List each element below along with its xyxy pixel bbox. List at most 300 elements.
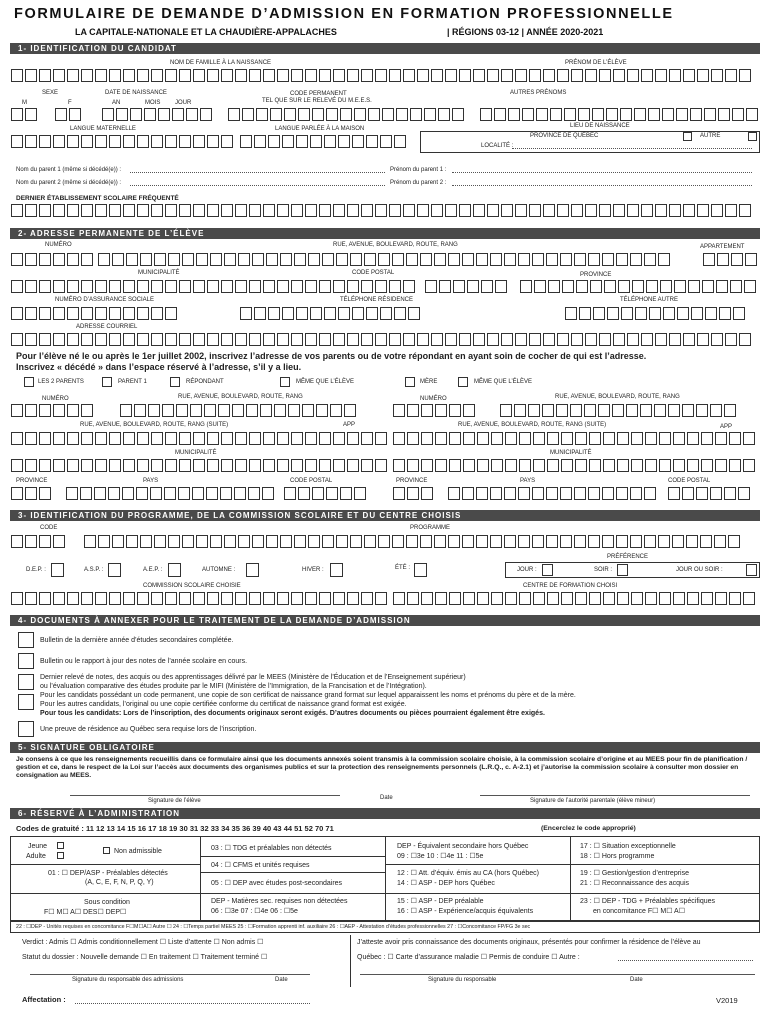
char-box[interactable] (39, 333, 51, 346)
char-box[interactable] (487, 69, 499, 82)
char-box[interactable] (137, 592, 149, 605)
char-box[interactable] (179, 459, 191, 472)
char-box[interactable] (504, 487, 516, 500)
char-box[interactable] (674, 280, 686, 293)
char-box[interactable] (277, 280, 289, 293)
char-box[interactable] (319, 333, 331, 346)
char-box[interactable] (193, 459, 205, 472)
char-box[interactable] (477, 592, 489, 605)
char-box[interactable] (431, 204, 443, 217)
char-box[interactable] (305, 592, 317, 605)
char-box[interactable] (266, 535, 278, 548)
code-19[interactable]: 19 : ☐ Gestion/gestion d’entreprise (580, 870, 690, 877)
char-box[interactable] (67, 333, 79, 346)
char-box[interactable] (305, 432, 317, 445)
code-16[interactable]: 16 : ☐ ASP - Expérience/acquis équivalents (397, 908, 534, 915)
char-box[interactable] (336, 535, 348, 548)
char-box[interactable] (193, 204, 205, 217)
char-box[interactable] (634, 108, 646, 121)
char-box[interactable] (277, 204, 289, 217)
char-box[interactable] (165, 280, 177, 293)
char-box[interactable] (501, 204, 513, 217)
char-box[interactable] (394, 307, 406, 320)
char-box[interactable] (319, 592, 331, 605)
char-box[interactable] (347, 280, 359, 293)
char-box[interactable] (148, 404, 160, 417)
char-box[interactable] (67, 253, 79, 266)
char-box[interactable] (617, 459, 629, 472)
char-box[interactable] (711, 333, 723, 346)
char-box[interactable] (644, 487, 656, 500)
pays-right-boxes[interactable] (448, 487, 658, 500)
char-box[interactable] (137, 280, 149, 293)
char-box[interactable] (193, 280, 205, 293)
char-box[interactable] (617, 592, 629, 605)
char-box[interactable] (621, 307, 633, 320)
signature-eleve-line[interactable] (70, 795, 340, 796)
char-box[interactable] (620, 108, 632, 121)
adulte-checkbox[interactable] (57, 852, 64, 859)
char-box[interactable] (240, 307, 252, 320)
char-box[interactable] (710, 404, 722, 417)
char-box[interactable] (347, 432, 359, 445)
char-box[interactable] (550, 108, 562, 121)
char-box[interactable] (109, 307, 121, 320)
char-box[interactable] (417, 69, 429, 82)
char-box[interactable] (123, 280, 135, 293)
char-box[interactable] (361, 204, 373, 217)
char-box[interactable] (491, 459, 503, 472)
char-box[interactable] (116, 108, 128, 121)
char-box[interactable] (687, 459, 699, 472)
char-box[interactable] (179, 204, 191, 217)
char-box[interactable] (53, 432, 65, 445)
char-box[interactable] (333, 204, 345, 217)
char-box[interactable] (366, 307, 378, 320)
char-box[interactable] (599, 333, 611, 346)
sig-resp-adm-line[interactable] (30, 974, 310, 975)
char-box[interactable] (366, 135, 378, 148)
char-box[interactable] (151, 432, 163, 445)
char-box[interactable] (682, 487, 694, 500)
numero-left-boxes[interactable] (11, 404, 95, 417)
char-box[interactable] (375, 592, 387, 605)
char-box[interactable] (518, 253, 530, 266)
char-box[interactable] (598, 404, 610, 417)
char-box[interactable] (158, 108, 170, 121)
char-box[interactable] (691, 307, 703, 320)
char-box[interactable] (238, 535, 250, 548)
char-box[interactable] (477, 432, 489, 445)
char-box[interactable] (406, 253, 418, 266)
doc1-checkbox[interactable] (18, 632, 34, 648)
dernier-etablissement-boxes[interactable] (11, 204, 753, 217)
code-15[interactable]: 15 : ☐ ASP - DEP préalable (397, 898, 484, 905)
char-box[interactable] (249, 432, 261, 445)
char-box[interactable] (122, 487, 134, 500)
char-box[interactable] (435, 404, 447, 417)
char-box[interactable] (448, 535, 460, 548)
prenom-parent1-field[interactable] (452, 172, 752, 173)
char-box[interactable] (644, 253, 656, 266)
char-box[interactable] (134, 404, 146, 417)
pays-left-boxes[interactable] (66, 487, 276, 500)
char-box[interactable] (361, 69, 373, 82)
char-box[interactable] (179, 280, 191, 293)
char-box[interactable] (81, 253, 93, 266)
char-box[interactable] (95, 333, 107, 346)
char-box[interactable] (378, 535, 390, 548)
char-box[interactable] (296, 307, 308, 320)
char-box[interactable] (452, 108, 464, 121)
char-box[interactable] (344, 404, 356, 417)
char-box[interactable] (606, 108, 618, 121)
char-box[interactable] (536, 108, 548, 121)
char-box[interactable] (659, 592, 671, 605)
char-box[interactable] (508, 108, 520, 121)
char-box[interactable] (462, 535, 474, 548)
opt-2parents-checkbox[interactable] (24, 377, 34, 387)
char-box[interactable] (445, 204, 457, 217)
char-box[interactable] (448, 253, 460, 266)
char-box[interactable] (557, 204, 569, 217)
char-box[interactable] (294, 535, 306, 548)
char-box[interactable] (102, 108, 114, 121)
char-box[interactable] (277, 459, 289, 472)
char-box[interactable] (249, 592, 261, 605)
char-box[interactable] (67, 404, 79, 417)
char-box[interactable] (631, 459, 643, 472)
char-box[interactable] (254, 135, 266, 148)
char-box[interactable] (515, 333, 527, 346)
char-box[interactable] (81, 459, 93, 472)
char-box[interactable] (221, 204, 233, 217)
char-box[interactable] (11, 307, 23, 320)
char-box[interactable] (53, 69, 65, 82)
char-box[interactable] (655, 333, 667, 346)
char-box[interactable] (162, 404, 174, 417)
char-box[interactable] (11, 535, 23, 548)
char-box[interactable] (683, 69, 695, 82)
char-box[interactable] (109, 432, 121, 445)
char-box[interactable] (505, 459, 517, 472)
char-box[interactable] (81, 69, 93, 82)
char-box[interactable] (462, 487, 474, 500)
char-box[interactable] (11, 135, 23, 148)
char-box[interactable] (710, 487, 722, 500)
char-box[interactable] (240, 135, 252, 148)
char-box[interactable] (491, 592, 503, 605)
char-box[interactable] (333, 592, 345, 605)
char-box[interactable] (519, 432, 531, 445)
char-box[interactable] (67, 204, 79, 217)
char-box[interactable] (81, 592, 93, 605)
char-box[interactable] (347, 459, 359, 472)
code-12[interactable]: 12 : ☐ Att. d’équiv. émis au CA (hors Québec) (397, 870, 539, 877)
char-box[interactable] (604, 280, 616, 293)
char-box[interactable] (368, 108, 380, 121)
char-box[interactable] (204, 404, 216, 417)
char-box[interactable] (256, 108, 268, 121)
char-box[interactable] (224, 253, 236, 266)
char-box[interactable] (262, 487, 274, 500)
char-box[interactable] (347, 333, 359, 346)
char-box[interactable] (571, 204, 583, 217)
char-box[interactable] (403, 280, 415, 293)
char-box[interactable] (39, 535, 51, 548)
char-box[interactable] (505, 592, 517, 605)
char-box[interactable] (592, 108, 604, 121)
appartement-boxes[interactable] (703, 253, 759, 266)
char-box[interactable] (380, 307, 392, 320)
char-box[interactable] (361, 432, 373, 445)
char-box[interactable] (613, 69, 625, 82)
char-box[interactable] (235, 69, 247, 82)
char-box[interactable] (305, 69, 317, 82)
char-box[interactable] (280, 253, 292, 266)
char-box[interactable] (305, 333, 317, 346)
char-box[interactable] (613, 204, 625, 217)
pref-jour-soir-box[interactable] (746, 564, 757, 576)
char-box[interactable] (126, 535, 138, 548)
char-box[interactable] (25, 253, 37, 266)
char-box[interactable] (140, 535, 152, 548)
char-box[interactable] (715, 432, 727, 445)
char-box[interactable] (291, 280, 303, 293)
char-box[interactable] (252, 535, 264, 548)
char-box[interactable] (673, 459, 685, 472)
char-box[interactable] (109, 204, 121, 217)
char-box[interactable] (112, 253, 124, 266)
non-admissible-checkbox[interactable] (103, 847, 110, 854)
char-box[interactable] (39, 135, 51, 148)
char-box[interactable] (403, 204, 415, 217)
code-05[interactable]: 05 : ☐ DEP avec études post-secondaires (211, 880, 343, 887)
char-box[interactable] (165, 69, 177, 82)
char-box[interactable] (431, 69, 443, 82)
tel-autre-boxes[interactable] (565, 307, 747, 320)
char-box[interactable] (533, 459, 545, 472)
char-box[interactable] (151, 307, 163, 320)
char-box[interactable] (81, 404, 93, 417)
char-box[interactable] (123, 135, 135, 148)
char-box[interactable] (81, 333, 93, 346)
char-box[interactable] (700, 535, 712, 548)
char-box[interactable] (210, 535, 222, 548)
char-box[interactable] (375, 280, 387, 293)
char-box[interactable] (123, 592, 135, 605)
char-box[interactable] (263, 333, 275, 346)
char-box[interactable] (403, 333, 415, 346)
char-box[interactable] (673, 432, 685, 445)
char-box[interactable] (291, 204, 303, 217)
char-box[interactable] (361, 592, 373, 605)
char-box[interactable] (561, 592, 573, 605)
char-box[interactable] (407, 404, 419, 417)
hiver-box[interactable] (330, 563, 343, 577)
char-box[interactable] (557, 333, 569, 346)
char-box[interactable] (179, 333, 191, 346)
char-box[interactable] (743, 592, 755, 605)
doc5-checkbox[interactable] (18, 721, 34, 737)
char-box[interactable] (529, 333, 541, 346)
localite-field[interactable] (512, 148, 752, 149)
sexe-m-box[interactable] (11, 108, 39, 121)
char-box[interactable] (232, 404, 244, 417)
char-box[interactable] (179, 432, 191, 445)
pref-jour-box[interactable] (542, 564, 553, 576)
char-box[interactable] (655, 204, 667, 217)
char-box[interactable] (459, 333, 471, 346)
centre-formation-boxes[interactable] (393, 592, 757, 605)
char-box[interactable] (352, 307, 364, 320)
char-box[interactable] (420, 253, 432, 266)
char-box[interactable] (291, 459, 303, 472)
char-box[interactable] (165, 459, 177, 472)
char-box[interactable] (533, 592, 545, 605)
char-box[interactable] (277, 333, 289, 346)
char-box[interactable] (95, 204, 107, 217)
char-box[interactable] (730, 280, 742, 293)
char-box[interactable] (631, 592, 643, 605)
char-box[interactable] (165, 204, 177, 217)
char-box[interactable] (123, 333, 135, 346)
char-box[interactable] (435, 592, 447, 605)
char-box[interactable] (282, 135, 294, 148)
prenom-parent2-field[interactable] (452, 185, 752, 186)
char-box[interactable] (220, 487, 232, 500)
char-box[interactable] (627, 69, 639, 82)
char-box[interactable] (53, 253, 65, 266)
automne-box[interactable] (246, 563, 259, 577)
char-box[interactable] (39, 432, 51, 445)
char-box[interactable] (274, 404, 286, 417)
char-box[interactable] (574, 253, 586, 266)
char-box[interactable] (733, 307, 745, 320)
char-box[interactable] (260, 404, 272, 417)
char-box[interactable] (438, 108, 450, 121)
char-box[interactable] (95, 280, 107, 293)
char-box[interactable] (375, 333, 387, 346)
char-box[interactable] (658, 535, 670, 548)
char-box[interactable] (575, 592, 587, 605)
char-box[interactable] (81, 280, 93, 293)
char-box[interactable] (11, 333, 23, 346)
char-box[interactable] (529, 204, 541, 217)
char-box[interactable] (154, 253, 166, 266)
sexe-f-box[interactable] (55, 108, 83, 121)
char-box[interactable] (308, 535, 320, 548)
char-box[interactable] (263, 204, 275, 217)
char-box[interactable] (630, 535, 642, 548)
municipalite-left-boxes[interactable] (11, 459, 389, 472)
affectation-field[interactable] (75, 1003, 310, 1004)
char-box[interactable] (263, 432, 275, 445)
char-box[interactable] (249, 280, 261, 293)
char-box[interactable] (266, 253, 278, 266)
char-box[interactable] (421, 592, 433, 605)
char-box[interactable] (421, 404, 433, 417)
char-box[interactable] (308, 253, 320, 266)
doc3-checkbox[interactable] (18, 674, 34, 690)
char-box[interactable] (548, 280, 560, 293)
char-box[interactable] (221, 592, 233, 605)
char-box[interactable] (672, 535, 684, 548)
char-box[interactable] (137, 307, 149, 320)
char-box[interactable] (673, 592, 685, 605)
char-box[interactable] (724, 404, 736, 417)
char-box[interactable] (364, 535, 376, 548)
char-box[interactable] (25, 487, 37, 500)
code-14[interactable]: 14 : ☐ ASP - DEP hors Québec (397, 880, 495, 887)
char-box[interactable] (361, 280, 373, 293)
char-box[interactable] (39, 459, 51, 472)
char-box[interactable] (588, 253, 600, 266)
code-03[interactable]: 03 : ☐ TDG et préalables non détectés (211, 845, 332, 852)
char-box[interactable] (53, 333, 65, 346)
char-box[interactable] (238, 253, 250, 266)
char-box[interactable] (515, 204, 527, 217)
char-box[interactable] (389, 204, 401, 217)
char-box[interactable] (528, 404, 540, 417)
tel-residence-boxes[interactable] (240, 307, 422, 320)
char-box[interactable] (504, 535, 516, 548)
char-box[interactable] (322, 253, 334, 266)
char-box[interactable] (547, 432, 559, 445)
char-box[interactable] (668, 487, 680, 500)
province-boxes[interactable] (520, 280, 758, 293)
char-box[interactable] (123, 432, 135, 445)
numero-right-boxes[interactable] (393, 404, 477, 417)
signature-parent-line[interactable] (480, 795, 750, 796)
char-box[interactable] (711, 69, 723, 82)
char-box[interactable] (305, 280, 317, 293)
char-box[interactable] (120, 404, 132, 417)
char-box[interactable] (394, 135, 406, 148)
char-box[interactable] (744, 280, 756, 293)
char-box[interactable] (434, 253, 446, 266)
char-box[interactable] (316, 404, 328, 417)
numero-boxes[interactable] (11, 253, 95, 266)
char-box[interactable] (739, 69, 751, 82)
char-box[interactable] (140, 253, 152, 266)
char-box[interactable] (711, 204, 723, 217)
char-box[interactable] (234, 487, 246, 500)
char-box[interactable] (543, 69, 555, 82)
char-box[interactable] (745, 253, 757, 266)
code-18[interactable]: 18 : ☐ Hors programme (580, 853, 655, 860)
char-box[interactable] (522, 108, 534, 121)
statut-options[interactable]: Statut du dossier : Nouvelle demande ☐ En traitement ☐ Traitement terminé ☐ (22, 954, 268, 961)
char-box[interactable] (669, 204, 681, 217)
char-box[interactable] (291, 592, 303, 605)
char-box[interactable] (81, 432, 93, 445)
char-box[interactable] (81, 204, 93, 217)
char-box[interactable] (616, 253, 628, 266)
opt-mere-checkbox[interactable] (405, 377, 415, 387)
char-box[interactable] (701, 432, 713, 445)
char-box[interactable] (449, 459, 461, 472)
char-box[interactable] (648, 108, 660, 121)
char-box[interactable] (565, 307, 577, 320)
char-box[interactable] (473, 69, 485, 82)
char-box[interactable] (235, 280, 247, 293)
char-box[interactable] (277, 432, 289, 445)
char-box[interactable] (445, 69, 457, 82)
char-box[interactable] (560, 535, 572, 548)
char-box[interactable] (481, 280, 493, 293)
char-box[interactable] (280, 535, 292, 548)
